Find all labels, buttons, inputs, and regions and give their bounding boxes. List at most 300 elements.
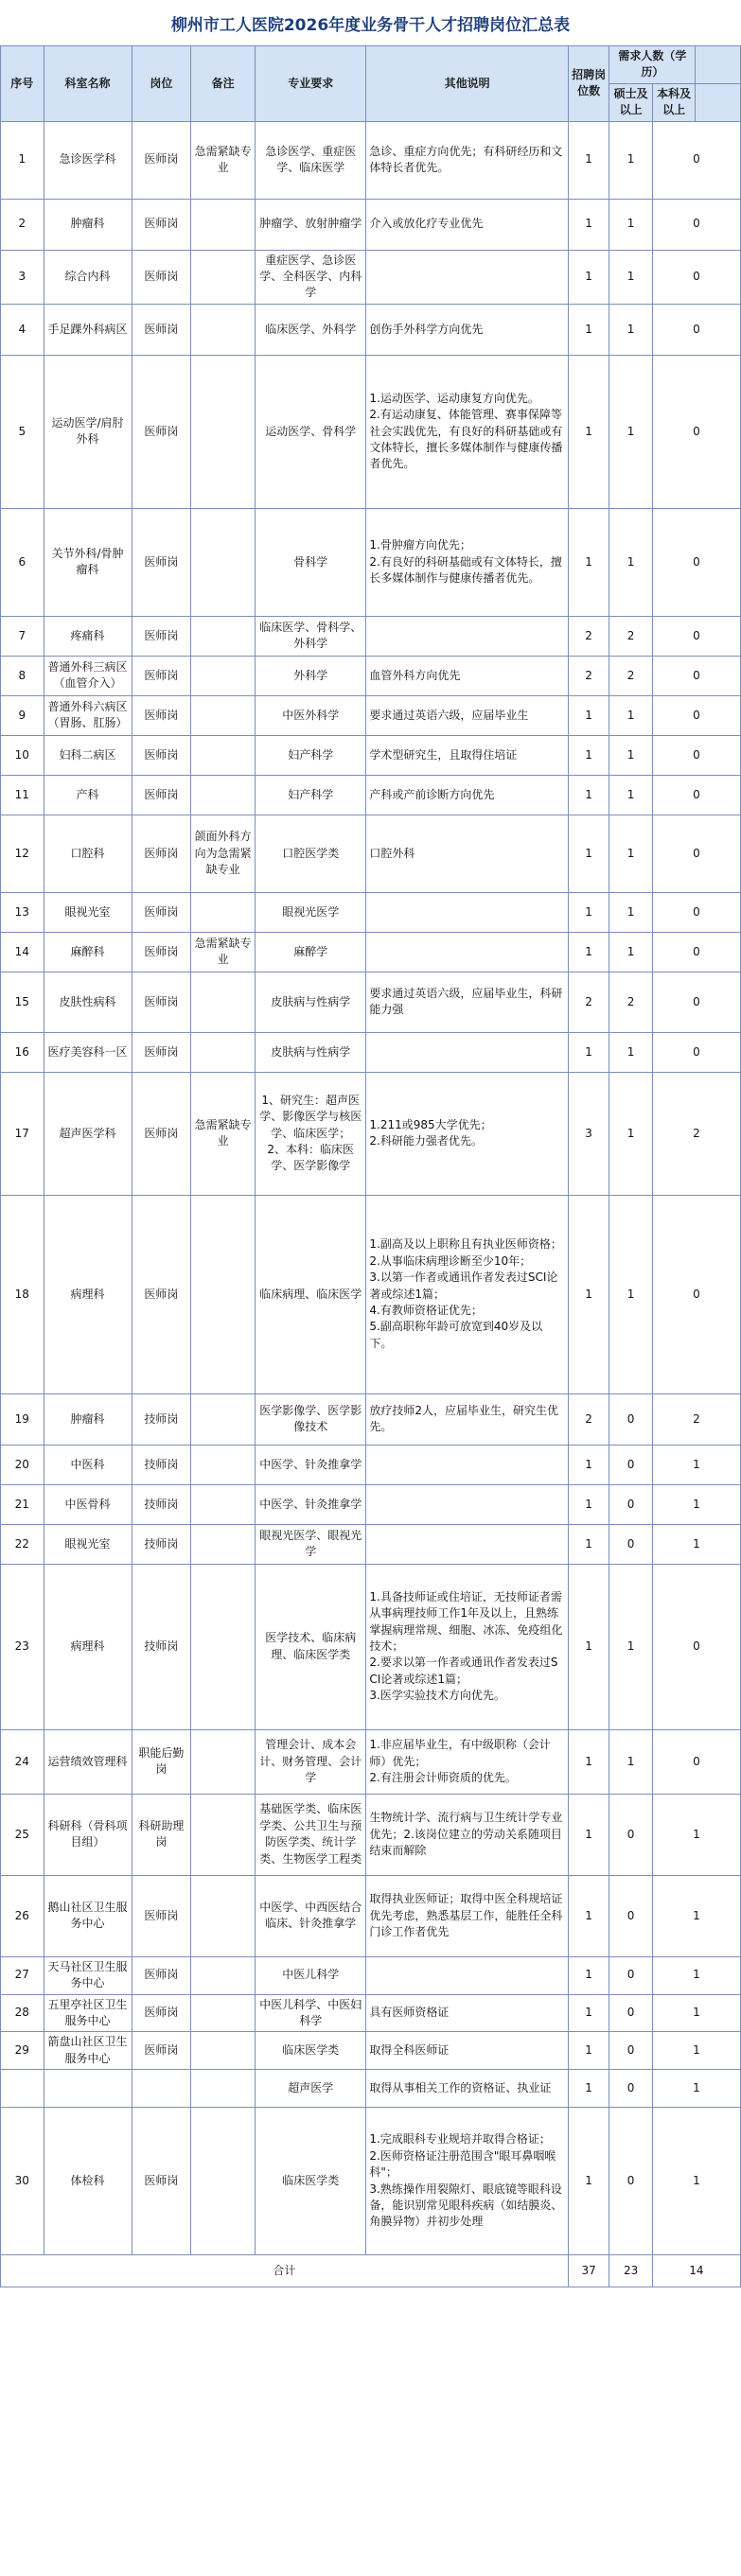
cell-quota: 1 <box>568 199 609 250</box>
cell-other: 1.完成眼科专业规培并取得合格证； 2.医师资格证注册范围含"眼耳鼻咽喉科"； 3.熟练操作用裂隙灯、眼底镜等眼科设备，能识别常见眼科疾病（如结膜炎、角膜异物）并初步处理 <box>366 2108 568 2255</box>
header-major: 专业要求 <box>256 46 366 122</box>
cell-other: 口腔外科 <box>366 815 568 892</box>
cell-no: 15 <box>1 972 44 1032</box>
table-row <box>1 892 741 932</box>
cell-no: 24 <box>1 1729 44 1794</box>
cell-no: 19 <box>1 1393 44 1445</box>
cell-dept: 眼视光室 <box>44 892 132 932</box>
cell-quota: 2 <box>568 616 609 656</box>
cell-no: 20 <box>1 1445 44 1484</box>
cell-other: 要求通过英语六级，应届毕业生 <box>366 695 568 735</box>
cell-dept: 科研科（骨科项目组） <box>44 1794 132 1875</box>
cell-master: 0 <box>609 1994 653 2032</box>
cell-other <box>366 1484 568 1524</box>
cell-bachelor: 0 <box>652 892 740 932</box>
table-row <box>1 932 741 972</box>
cell-no: 8 <box>1 656 44 695</box>
table-row <box>1 1564 741 1729</box>
cell-no: 4 <box>1 304 44 355</box>
cell-bachelor: 2 <box>652 1393 740 1445</box>
header-master: 硕士及以上 <box>609 83 653 121</box>
cell-bachelor: 1 <box>652 2070 740 2108</box>
cell-bachelor: 0 <box>652 355 740 508</box>
cell-bachelor: 1 <box>652 1794 740 1875</box>
cell-master: 2 <box>609 656 653 695</box>
cell-no: 17 <box>1 1072 44 1195</box>
cell-quota: 1 <box>568 1875 609 1956</box>
cell-master: 1 <box>609 735 653 775</box>
cell-no: 30 <box>1 2108 44 2255</box>
cell-master: 1 <box>609 815 653 892</box>
cell-quota: 1 <box>568 1564 609 1729</box>
cell-other: 1.具备技师证或住培证，无技师证者需从事病理技师工作1年及以上，且熟练掌握病理常规、细胞、冰冻、免疫组化技术； 2.要求以第一作者或通讯作者发表过SCI论著或综述1篇； 3.医学实验技术方向优先。 <box>366 1564 568 1729</box>
header-bachelor: 本科及以上 <box>652 83 696 121</box>
cell-post: 医师岗 <box>132 304 191 355</box>
cell-quota: 1 <box>568 2032 609 2070</box>
cell-note <box>191 2070 256 2108</box>
cell-dept: 鹅山社区卫生服务中心 <box>44 1875 132 1956</box>
cell-quota: 1 <box>568 695 609 735</box>
table-row <box>1 1794 741 1875</box>
header-demand: 需求人数（学历） <box>609 46 696 84</box>
cell-other <box>366 1956 568 1994</box>
cell-quota: 1 <box>568 775 609 815</box>
cell-post: 技师岗 <box>132 1445 191 1484</box>
cell-quota: 1 <box>568 1956 609 1994</box>
cell-post: 医师岗 <box>132 616 191 656</box>
cell-major: 肿瘤学、放射肿瘤学 <box>256 199 366 250</box>
cell-major: 医学影像学、医学影像技术 <box>256 1393 366 1445</box>
cell-bachelor: 1 <box>652 1484 740 1524</box>
cell-note <box>191 1994 256 2032</box>
cell-note <box>191 1393 256 1445</box>
cell-dept: 妇科二病区 <box>44 735 132 775</box>
table-row <box>1 1072 741 1195</box>
cell-dept: 产科 <box>44 775 132 815</box>
cell-no: 21 <box>1 1484 44 1524</box>
cell-dept: 医疗美容科一区 <box>44 1032 132 1072</box>
cell-major: 医学技术、临床病理、临床医学类 <box>256 1564 366 1729</box>
cell-quota: 1 <box>568 1484 609 1524</box>
cell-note <box>191 2032 256 2070</box>
table-row <box>1 199 741 250</box>
table-row <box>1 1994 741 2032</box>
table-body <box>1 121 741 2287</box>
cell-post: 医师岗 <box>132 775 191 815</box>
cell-quota: 1 <box>568 2108 609 2255</box>
cell-note <box>191 1729 256 1794</box>
cell-bachelor: 0 <box>652 250 740 304</box>
cell-no: 6 <box>1 508 44 616</box>
header-other: 其他说明 <box>366 46 568 122</box>
cell-no: 16 <box>1 1032 44 1072</box>
total-row <box>1 2255 741 2287</box>
header-note: 备注 <box>191 46 256 122</box>
cell-note: 颌面外科方向为急需紧缺专业 <box>191 815 256 892</box>
cell-quota: 1 <box>568 121 609 199</box>
cell-master: 0 <box>609 2032 653 2070</box>
cell-bachelor: 0 <box>652 121 740 199</box>
cell-master: 0 <box>609 1393 653 1445</box>
cell-no: 25 <box>1 1794 44 1875</box>
cell-post: 医师岗 <box>132 1875 191 1956</box>
cell-bachelor: 2 <box>652 1072 740 1195</box>
cell-major: 中医儿科学、中医妇科学 <box>256 1994 366 2032</box>
cell-note <box>191 1484 256 1524</box>
cell-bachelor: 0 <box>652 656 740 695</box>
table-row <box>1 616 741 656</box>
cell-other: 1.211或985大学优先； 2.科研能力强者优先。 <box>366 1072 568 1195</box>
cell-post: 医师岗 <box>132 1195 191 1393</box>
cell-bachelor: 0 <box>652 775 740 815</box>
cell-master: 0 <box>609 1794 653 1875</box>
cell-major: 急诊医学、重症医学、临床医学 <box>256 121 366 199</box>
cell-other: 具有医师资格证 <box>366 1994 568 2032</box>
cell-other <box>366 250 568 304</box>
cell-post: 职能后勤岗 <box>132 1729 191 1794</box>
table-row <box>1 1875 741 1956</box>
cell-no: 12 <box>1 815 44 892</box>
cell-major: 中医学、针灸推拿学 <box>256 1445 366 1484</box>
cell-master: 0 <box>609 1484 653 1524</box>
cell-note <box>191 1956 256 1994</box>
cell-other: 1.副高及以上职称且有执业医师资格； 2.从事临床病理诊断至少10年； 3.以第一作者或通讯作者发表过SCI论著或综述1篇； 4.有教师资格证优先； 5.副高职称年龄可放宽到40岁及以下。 <box>366 1195 568 1393</box>
table-row <box>1 735 741 775</box>
table-row <box>1 1032 741 1072</box>
cell-major: 中医儿科学 <box>256 1956 366 1994</box>
cell-major: 麻醉学 <box>256 932 366 972</box>
cell-major: 重症医学、急诊医学、全科医学、内科学 <box>256 250 366 304</box>
cell-post: 技师岗 <box>132 1564 191 1729</box>
cell-master: 2 <box>609 972 653 1032</box>
cell-note <box>191 695 256 735</box>
cell-post: 技师岗 <box>132 1524 191 1564</box>
page-title: 柳州市工人医院2026年度业务骨干人才招聘岗位汇总表 <box>170 15 571 35</box>
cell-master: 1 <box>609 1729 653 1794</box>
table-row <box>1 972 741 1032</box>
cell-other <box>366 616 568 656</box>
cell-note <box>191 2108 256 2255</box>
total-master: 23 <box>609 2255 653 2287</box>
cell-dept: 皮肤性病科 <box>44 972 132 1032</box>
cell-bachelor: 0 <box>652 932 740 972</box>
cell-note <box>191 1875 256 1956</box>
cell-quota: 2 <box>568 1393 609 1445</box>
cell-major: 临床医学、骨科学、外科学 <box>256 616 366 656</box>
cell-master: 2 <box>609 616 653 656</box>
cell-bachelor: 0 <box>652 735 740 775</box>
cell-other <box>366 1445 568 1484</box>
cell-other: 产科或产前诊断方向优先 <box>366 775 568 815</box>
cell-no: 29 <box>1 2032 44 2070</box>
cell-quota: 1 <box>568 735 609 775</box>
cell-major: 妇产科学 <box>256 775 366 815</box>
cell-dept: 普通外科三病区（血管介入） <box>44 656 132 695</box>
cell-no: 9 <box>1 695 44 735</box>
cell-dept: 肿瘤科 <box>44 1393 132 1445</box>
cell-note <box>191 1032 256 1072</box>
table-row <box>1 121 741 199</box>
cell-post: 医师岗 <box>132 1072 191 1195</box>
cell-note <box>191 1445 256 1484</box>
cell-quota: 1 <box>568 1729 609 1794</box>
cell-other <box>366 892 568 932</box>
cell-no: 22 <box>1 1524 44 1564</box>
cell-note <box>191 355 256 508</box>
header-spacer <box>696 46 741 84</box>
cell-post: 技师岗 <box>132 1484 191 1524</box>
cell-major: 临床病理、临床医学 <box>256 1195 366 1393</box>
cell-note <box>191 656 256 695</box>
cell-no: 26 <box>1 1875 44 1956</box>
cell-post: 医师岗 <box>132 250 191 304</box>
cell-major: 皮肤病与性病学 <box>256 1032 366 1072</box>
cell-note: 急需紧缺专业 <box>191 932 256 972</box>
cell-major: 临床医学、外科学 <box>256 304 366 355</box>
cell-quota: 1 <box>568 1195 609 1393</box>
table-row <box>1 656 741 695</box>
cell-quota: 1 <box>568 892 609 932</box>
table-row <box>1 355 741 508</box>
cell-dept: 疼痛科 <box>44 616 132 656</box>
cell-dept: 眼视光室 <box>44 1524 132 1564</box>
cell-post: 技师岗 <box>132 1393 191 1445</box>
total-label: 合计 <box>1 2255 569 2287</box>
cell-master: 0 <box>609 2070 653 2108</box>
cell-post <box>132 2070 191 2108</box>
cell-other: 1.骨肿瘤方向优先； 2.有良好的科研基础或有文体特长，擅长多媒体制作与健康传播者优先。 <box>366 508 568 616</box>
cell-post: 医师岗 <box>132 695 191 735</box>
cell-major: 中医学、针灸推拿学 <box>256 1484 366 1524</box>
cell-post: 医师岗 <box>132 199 191 250</box>
cell-dept: 综合内科 <box>44 250 132 304</box>
header-quota: 招聘岗位数 <box>568 46 609 122</box>
table-row <box>1 304 741 355</box>
cell-no: 7 <box>1 616 44 656</box>
header-dept: 科室名称 <box>44 46 132 122</box>
table-row <box>1 2070 741 2108</box>
cell-no: 18 <box>1 1195 44 1393</box>
cell-post: 医师岗 <box>132 2108 191 2255</box>
cell-bachelor: 1 <box>652 1445 740 1484</box>
table-row <box>1 695 741 735</box>
cell-post: 医师岗 <box>132 355 191 508</box>
cell-no: 13 <box>1 892 44 932</box>
cell-major: 临床医学类 <box>256 2032 366 2070</box>
table-row <box>1 1956 741 1994</box>
cell-bachelor: 0 <box>652 815 740 892</box>
cell-master: 1 <box>609 508 653 616</box>
cell-post: 医师岗 <box>132 1956 191 1994</box>
table-row <box>1 775 741 815</box>
cell-other <box>366 932 568 972</box>
table-row <box>1 815 741 892</box>
cell-no: 1 <box>1 121 44 199</box>
cell-other: 要求通过英语六级，应届毕业生，科研能力强 <box>366 972 568 1032</box>
header-no: 序号 <box>1 46 44 122</box>
cell-master: 1 <box>609 121 653 199</box>
cell-other: 1.非应届毕业生，有中级职称（会计师）优先； 2.有注册会计师资质的优先。 <box>366 1729 568 1794</box>
cell-bachelor: 1 <box>652 1524 740 1564</box>
cell-no: 2 <box>1 199 44 250</box>
cell-dept: 体检科 <box>44 2108 132 2255</box>
table-header-row <box>1 46 741 84</box>
cell-quota: 2 <box>568 656 609 695</box>
cell-bachelor: 0 <box>652 1032 740 1072</box>
cell-no: 10 <box>1 735 44 775</box>
cell-master: 1 <box>609 775 653 815</box>
cell-note <box>191 508 256 616</box>
cell-quota: 1 <box>568 815 609 892</box>
cell-post: 医师岗 <box>132 1032 191 1072</box>
cell-note <box>191 1524 256 1564</box>
cell-major: 皮肤病与性病学 <box>256 972 366 1032</box>
total-quota: 37 <box>568 2255 609 2287</box>
cell-quota: 1 <box>568 1445 609 1484</box>
cell-dept: 运营绩效管理科 <box>44 1729 132 1794</box>
cell-dept: 箭盘山社区卫生服务中心 <box>44 2032 132 2070</box>
cell-note: 急需紧缺专业 <box>191 1072 256 1195</box>
cell-dept: 麻醉科 <box>44 932 132 972</box>
cell-note <box>191 972 256 1032</box>
table-row <box>1 1445 741 1484</box>
cell-bachelor: 1 <box>652 1994 740 2032</box>
cell-master: 0 <box>609 1956 653 1994</box>
cell-major: 中医学、中西医结合临床、针灸推拿学 <box>256 1875 366 1956</box>
cell-master: 1 <box>609 892 653 932</box>
cell-no: 14 <box>1 932 44 972</box>
table-row <box>1 508 741 616</box>
cell-other: 创伤手外科学方向优先 <box>366 304 568 355</box>
cell-quota: 1 <box>568 304 609 355</box>
cell-major: 口腔医学类 <box>256 815 366 892</box>
cell-other: 放疗技师2人，应届毕业生，研究生优先。 <box>366 1393 568 1445</box>
cell-major: 骨科学 <box>256 508 366 616</box>
cell-quota: 1 <box>568 932 609 972</box>
cell-bachelor: 0 <box>652 304 740 355</box>
cell-other: 介入或放化疗专业优先 <box>366 199 568 250</box>
cell-dept: 超声医学科 <box>44 1072 132 1195</box>
cell-master: 1 <box>609 932 653 972</box>
cell-post: 医师岗 <box>132 508 191 616</box>
cell-dept: 病理科 <box>44 1195 132 1393</box>
table-row <box>1 1484 741 1524</box>
cell-quota: 2 <box>568 972 609 1032</box>
cell-major: 运动医学、骨科学 <box>256 355 366 508</box>
cell-master: 0 <box>609 1524 653 1564</box>
cell-dept: 天马社区卫生服务中心 <box>44 1956 132 1994</box>
table-row <box>1 250 741 304</box>
cell-master: 0 <box>609 1875 653 1956</box>
table-row <box>1 1729 741 1794</box>
header-post: 岗位 <box>132 46 191 122</box>
cell-bachelor: 0 <box>652 616 740 656</box>
cell-note <box>191 735 256 775</box>
cell-major: 1、研究生：超声医学、影像医学与核医学、临床医学； 2、本科：临床医学、医学影像学 <box>256 1072 366 1195</box>
cell-post: 医师岗 <box>132 2032 191 2070</box>
cell-post: 医师岗 <box>132 121 191 199</box>
cell-dept: 病理科 <box>44 1564 132 1729</box>
cell-master: 1 <box>609 1195 653 1393</box>
cell-major: 眼视光医学、眼视光学 <box>256 1524 366 1564</box>
cell-no: 11 <box>1 775 44 815</box>
cell-master: 1 <box>609 695 653 735</box>
cell-note <box>191 1564 256 1729</box>
cell-post: 医师岗 <box>132 932 191 972</box>
cell-quota: 1 <box>568 355 609 508</box>
cell-other: 取得从事相关工作的资格证、执业证 <box>366 2070 568 2108</box>
cell-master: 1 <box>609 1564 653 1729</box>
cell-major: 眼视光医学 <box>256 892 366 932</box>
cell-note <box>191 892 256 932</box>
table-row <box>1 2108 741 2255</box>
cell-post: 医师岗 <box>132 972 191 1032</box>
cell-dept: 肿瘤科 <box>44 199 132 250</box>
cell-master: 1 <box>609 355 653 508</box>
cell-bachelor: 0 <box>652 1195 740 1393</box>
table-row <box>1 1393 741 1445</box>
cell-quota: 1 <box>568 1794 609 1875</box>
cell-master: 1 <box>609 250 653 304</box>
cell-note <box>191 1195 256 1393</box>
cell-bachelor: 0 <box>652 695 740 735</box>
cell-master: 0 <box>609 1445 653 1484</box>
cell-bachelor: 1 <box>652 1875 740 1956</box>
cell-note <box>191 616 256 656</box>
cell-master: 1 <box>609 1072 653 1195</box>
table-row <box>1 2032 741 2070</box>
cell-major: 妇产科学 <box>256 735 366 775</box>
cell-master: 1 <box>609 199 653 250</box>
cell-dept: 普通外科六病区（胃肠、肛肠） <box>44 695 132 735</box>
cell-quota: 3 <box>568 1072 609 1195</box>
cell-quota: 1 <box>568 1032 609 1072</box>
cell-no: 28 <box>1 1994 44 2032</box>
cell-master: 1 <box>609 304 653 355</box>
cell-other <box>366 1524 568 1564</box>
cell-quota: 1 <box>568 250 609 304</box>
cell-bachelor: 0 <box>652 1729 740 1794</box>
cell-dept: 五里亭社区卫生服务中心 <box>44 1994 132 2032</box>
cell-dept: 口腔科 <box>44 815 132 892</box>
cell-no: 23 <box>1 1564 44 1729</box>
cell-other <box>366 1032 568 1072</box>
cell-dept: 运动医学/肩肘外科 <box>44 355 132 508</box>
cell-other: 取得执业医师证；取得中医全科规培证优先考虑，熟悉基层工作，能胜任全科门诊工作者优先 <box>366 1875 568 1956</box>
cell-quota: 1 <box>568 508 609 616</box>
cell-bachelor: 0 <box>652 972 740 1032</box>
cell-major: 外科学 <box>256 656 366 695</box>
cell-quota: 1 <box>568 1994 609 2032</box>
cell-post: 医师岗 <box>132 892 191 932</box>
cell-note <box>191 1794 256 1875</box>
cell-dept: 手足踝外科病区 <box>44 304 132 355</box>
cell-note <box>191 199 256 250</box>
cell-major: 中医外科学 <box>256 695 366 735</box>
cell-major: 基础医学类、临床医学类、公共卫生与预防医学类、统计学类、生物医学工程类 <box>256 1794 366 1875</box>
cell-major: 超声医学 <box>256 2070 366 2108</box>
header-spacer-2 <box>696 83 741 121</box>
cell-other: 生物统计学、流行病与卫生统计学专业优先；2.该岗位建立的劳动关系随项目结束而解除 <box>366 1794 568 1875</box>
table-row <box>1 1524 741 1564</box>
cell-post: 医师岗 <box>132 1994 191 2032</box>
cell-bachelor: 0 <box>652 508 740 616</box>
cell-dept: 关节外科/骨肿瘤科 <box>44 508 132 616</box>
cell-no <box>1 2070 44 2108</box>
recruitment-table <box>0 45 741 2287</box>
cell-dept <box>44 2070 132 2108</box>
cell-major: 临床医学类 <box>256 2108 366 2255</box>
